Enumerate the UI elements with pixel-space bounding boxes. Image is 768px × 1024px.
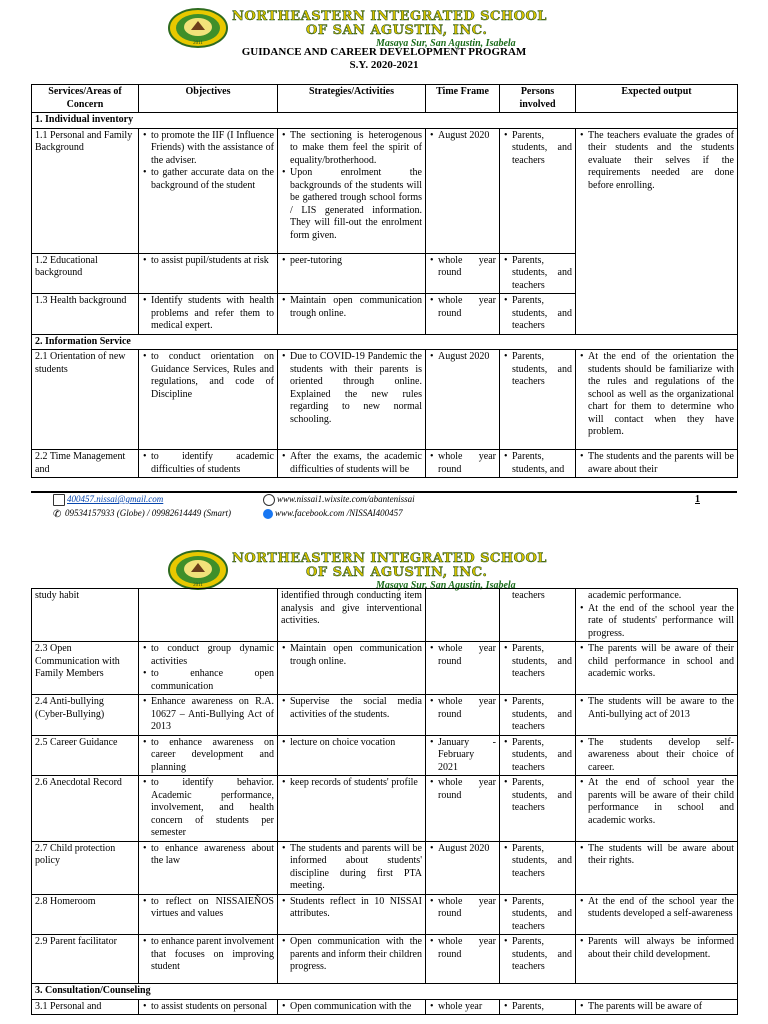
school-seal-icon [168, 550, 228, 590]
website-link[interactable]: www.nissai1.wixsite.com/abantenissai [277, 494, 415, 505]
table-header-row [32, 85, 738, 113]
col-header-time: Time Frame [426, 85, 500, 113]
table-row: 1.3 Health background • Identify students with health problems and refer them to medical expert. • Maintain open communication trough online. • whole year round • Parents, students, and teachers [32, 294, 738, 335]
school-address: Masaya Sur, San Agustin, Isabela [376, 38, 516, 49]
table-row: 3.1 Personal and • to assist students on personal • Open communication with the • whole year • Parents, • The parents will be aware of [32, 999, 738, 1015]
phone-icon: ✆ [53, 508, 62, 520]
section-row: 3. Consultation/Counseling [32, 984, 738, 1000]
page1-footer [31, 494, 737, 524]
page-number: 1 [695, 494, 700, 505]
school-address: Masaya Sur, San Agustin, Isabela [376, 580, 516, 591]
col-header-objectives: Objectives [139, 85, 278, 113]
school-name-line2: OF SAN AGUSTIN, INC. [306, 565, 488, 580]
school-name-line1: NORTHEASTERN INTEGRATED SCHOOL [232, 9, 547, 24]
school-name-line2: OF SAN AGUSTIN, INC. [306, 23, 488, 38]
facebook-icon [263, 509, 273, 519]
phone-numbers: 09534157933 (Globe) / 09982614449 (Smart) [65, 508, 231, 518]
program-title: GUIDANCE AND CAREER DEVELOPMENT PROGRAM [241, 46, 527, 58]
facebook-link[interactable]: www.facebook.com /NISSAI400457 [275, 508, 403, 518]
footer-divider [31, 491, 737, 493]
table-row: study habit identified through conducting item analysis and give interventional activities. teachers academic performance. • At the end of the school year the rate of students' performance will progress. [32, 589, 738, 642]
col-header-output: Expected output [576, 85, 738, 113]
table-row: 2.9 Parent facilitator • to enhance parent involvement that focuses on improving student • Open communication with the parents and inform their children progress. • whole year round • Parents, students, and teachers • Parents will always be informed about their child development. [32, 935, 738, 984]
section-row: 2. Information Service [32, 334, 738, 350]
table-row: 2.7 Child protection policy • to enhance awareness about the law • The students and parents will be informed about students' discipline during first PTA meeting. • August 2020 • Parents, students, and teachers • The students will be aware about their rights. [32, 841, 738, 894]
program-table-page1 [31, 84, 738, 478]
program-table-page2 [31, 588, 738, 1015]
table-row: 2.5 Career Guidance • to enhance awareness on career development and planning • lecture on choice vocation • January - February 2021 • Parents, students, and teachers • The students develop self-awareness about their choice of career. [32, 735, 738, 776]
table-row: 2.1 Orientation of new students • to conduct orientation on Guidance Services, Rules and regulations, and code of Discipline • Due to COVID-19 Pandemic the students with their parents is oriented through online. Explained the new rules regarding to new normal schooling. • August 2020 • Parents, students, and teachers • At the end of the orientation the students should be familiarize with the rules and regulations of the school as well as the organizational chart for them to determine who will contact when they have problem. [32, 350, 738, 450]
section-row: 1. Individual inventory [32, 113, 738, 129]
col-header-area: Services/Areas of Concern [32, 85, 139, 113]
col-header-strategies: Strategies/Activities [278, 85, 426, 113]
school-year: S.Y. 2020-2021 [349, 59, 419, 71]
table-row: 1.1 Personal and Family Background • to promote the IIF (I Influence Friends) with the assistance of the adviser. • to gather accurate data on the background of the student • The sectioning is heterogenous to make them feel the spirit of equality/brotherhood. • Upon enrolment the backgrounds of the students will be gathered trough school forms / LIS generated information. They will fill-out the enrolment form given. • August 2020 • Parents, students, and teachers • The teachers evaluate the grades of their students and the students evaluate their selves if the requirements needed are done before enrolling. [32, 128, 738, 253]
globe-icon [263, 494, 275, 506]
svg-text:2011: 2011 [193, 41, 203, 46]
table-row: 2.8 Homeroom • to reflect on NISSAIEÑOS virtues and values • Students reflect in 10 NISSAI attributes. • whole year round • Parents, students, and teachers • At the end of the school year the students developed a self-awareness [32, 894, 738, 935]
school-seal-icon [168, 8, 228, 48]
col-header-persons: Persons involved [500, 85, 576, 113]
school-name-line1: NORTHEASTERN INTEGRATED SCHOOL [232, 551, 547, 566]
table-row: 2.6 Anecdotal Record • to identify behavior. Academic performance, involvement, and health concern of students per semester • keep records of students' profile • whole year round • Parents, students, and teachers • At the end of school year the parents will be aware of their child performance in school and academic works. [32, 776, 738, 842]
email-icon [53, 494, 65, 506]
table-row: 2.2 Time Management and • to identify academic difficulties of students • After the exams, the academic difficulties of students will be • whole year round • Parents, students, and • The students and the parents will be aware about their [32, 450, 738, 478]
table-row: 1.2 Educational background • to assist pupil/students at risk • peer-tutoring • whole year round • Parents, students, and teachers [32, 253, 738, 294]
svg-text:2011: 2011 [193, 583, 203, 588]
table-row: 2.4 Anti-bullying (Cyber-Bullying) • Enhance awareness on R.A. 10627 – Anti-Bullying Act of 2013 • Supervise the social media activities of the students. • whole year round • Parents, students, and teachers • The students will be aware to the Anti-bullying act of 2013 [32, 695, 738, 736]
table-row: 2.3 Open Communication with Family Members • to conduct group dynamic activities • to enhance open communication • Maintain open communication trough online. • whole year round • Parents, students, and teachers • The parents will be aware of their child performance in school and academic works. [32, 642, 738, 695]
email-link[interactable]: 400457.nissai@gmail.com [67, 494, 164, 505]
